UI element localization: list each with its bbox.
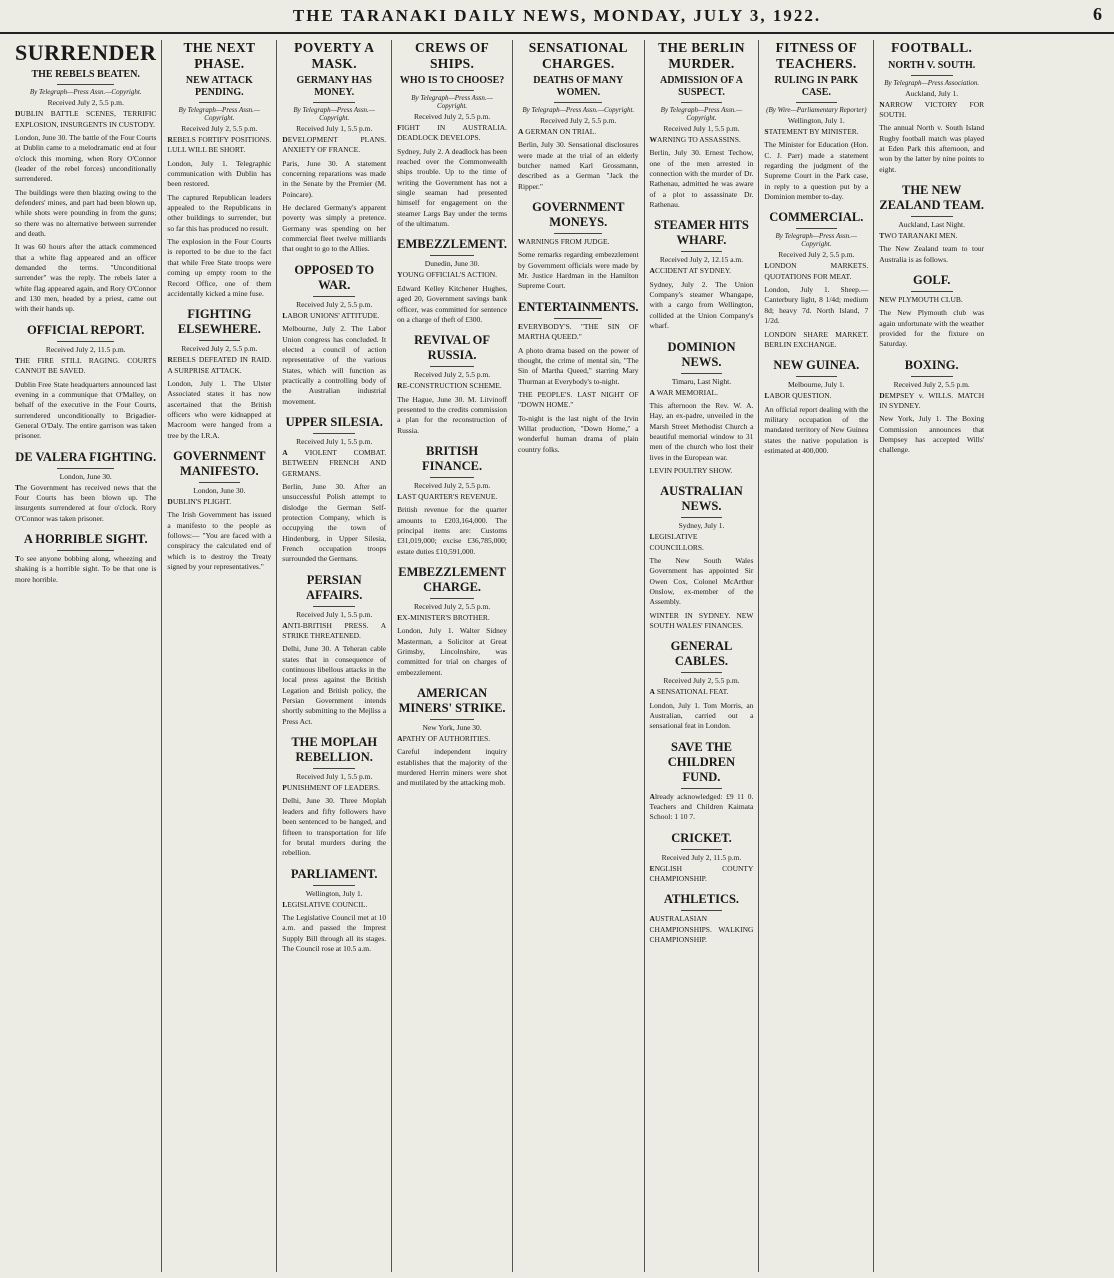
article-paragraph: LAST QUARTER'S REVENUE.: [397, 491, 498, 501]
dateline: Wellington, July 1.: [787, 116, 845, 126]
article-section: [879, 183, 984, 265]
article-paragraph: Sydney, July 2. The Union Company's steamer Whangape, with a cargo from Wellington, collided at the Union Company's wharf.: [649, 279, 754, 331]
article-paragraph: London, July 1. Tom Morris, an Australian, carried out a sensational feat in London.: [649, 700, 754, 731]
article-paragraph: Paris, June 30. A statement concerning reparations was made in the Senate by the Premier (M. Poincare).: [282, 158, 387, 199]
article-paragraph: DUBLIN'S PLIGHT.: [167, 496, 232, 506]
article-section: [397, 75, 507, 229]
article-paragraph: Dublin Free State headquarters announced last evening in a communique that O'Malley, on behalf of the executive in the Four Courts, surrendered unconditionally to Brigadier-General O'Daly. The entire garrison was taken prisoner.: [15, 379, 157, 441]
divider: [430, 255, 474, 256]
dateline: Received July 2, 5.5 p.m.: [413, 370, 491, 380]
masthead: [0, 0, 1114, 34]
section-heading: NORTH V. SOUTH.: [888, 59, 976, 71]
article-paragraph: ENGLISH COUNTY CHAMPIONSHIP.: [649, 863, 754, 884]
dateline: New York, June 30.: [422, 723, 482, 733]
byline: By Telegraph—Press Assn.—Copyright.: [411, 94, 493, 111]
byline: By Telegraph—Press Assn.—Copyright.: [29, 88, 142, 97]
dateline: Received July 2, 5.5 p.m.: [663, 676, 740, 686]
article-paragraph: The explosion in the Four Courts is reported to be due to the fact that while Free State troops were coming up empty room to the Record Office, one of them accidentally kicked a mine fuse.: [167, 237, 272, 298]
article-paragraph: LONDON SHARE MARKET. BERLIN EXCHANGE.: [764, 329, 869, 349]
article-section: [282, 867, 386, 955]
article-section: [650, 740, 754, 823]
article-section: [167, 449, 271, 572]
divider: [681, 517, 723, 518]
column-6: [645, 40, 760, 1272]
article-section: [650, 75, 754, 210]
article-section: [15, 69, 156, 315]
article-section: [167, 75, 271, 299]
column-headline: FITNESS OF TEACHERS.: [775, 40, 858, 71]
article-paragraph: REBELS FORTIFY POSITIONS. LULL WILL BE SHORT.: [167, 135, 272, 155]
article-section: [650, 639, 754, 731]
article-paragraph: London, July 1. The Ulster Associated states it has now ascertained that the British officers who were kidnapped at Macroom were hanged from a tree by the I.R.A.: [167, 378, 272, 440]
article-paragraph: Melbourne, July 2. The Labor Union congress has concluded. It elected a council of action representative of the various States, which will function as practically a controlling body of the Australian industrial movement.: [282, 324, 387, 406]
article-paragraph: London, June 30. The battle of the Four Courts at Dublin came to a melodramatic end at four o'clock this morning, when Rory O'Connor (leader of the rebel forces) unconditionally surrendered.: [15, 132, 157, 184]
divider: [313, 885, 355, 886]
divider: [554, 233, 602, 234]
article-paragraph: An official report dealing with the military occupation of the mandated territory of New Guinea states the native population is estimated at 400,000.: [764, 404, 869, 455]
column-7: [759, 40, 874, 1272]
dateline: Received July 1, 5.5 p.m.: [663, 124, 740, 134]
article-paragraph: REBELS DEFEATED IN RAID. A SURPRISE ATTACK.: [167, 355, 272, 375]
article-paragraph: The buildings were then blazing owing to the defenders' mines, and part had been blown up, while shots were pounding in from the guns; so there was no alternative between surrender and death.: [15, 187, 157, 239]
columns-grid: [10, 40, 1104, 1272]
section-heading: PARLIAMENT.: [290, 866, 378, 881]
article-paragraph: STATEMENT BY MINISTER.: [764, 127, 859, 137]
byline: By Telegraph—Press Association.: [884, 78, 980, 87]
article-section: [650, 340, 754, 477]
article-paragraph: WARNINGS FROM JUDGE.: [518, 237, 610, 247]
section-heading: RULING IN PARK CASE.: [774, 75, 859, 99]
article-section: [397, 333, 507, 436]
divider: [681, 788, 723, 789]
article-paragraph: Edward Kelley Kitchener Hughes, aged 20, Government savings bank officer, was committed for sentence on a charge of theft of £300.: [397, 283, 507, 324]
column-headline: THE NEXT PHASE.: [183, 40, 256, 71]
column-4: [392, 40, 513, 1272]
divider: [554, 318, 602, 319]
dateline: Sydney, July 1.: [678, 521, 725, 531]
divider: [199, 102, 241, 103]
section-heading: EMBEZZLEMENT CHARGE.: [398, 564, 506, 594]
article-paragraph: A GERMAN ON TRIAL.: [518, 127, 597, 137]
page-number: 6: [1093, 4, 1102, 24]
article-paragraph: London, July 1. Sheep.—Canterbury light, 8 1/4d; medium 8d; heavy 7d. North Island, 7 1/2d.: [764, 285, 869, 326]
article-section: [650, 218, 754, 331]
section-heading: EMBEZZLEMENT.: [397, 237, 507, 252]
article-paragraph: The Irish Government has issued a manifesto to the people as follows:— "You are faced with a conspiracy the calculated end of which is to destroy the Treaty signed by your representatives.": [167, 510, 272, 571]
dateline: Auckland, July 1.: [905, 88, 959, 98]
dateline: Received July 2, 5.5 p.m.: [413, 480, 491, 490]
byline: By Telegraph—Press Assn.—Copyright.: [522, 106, 635, 115]
column-3: [277, 40, 392, 1272]
section-heading: OPPOSED TO WAR.: [294, 262, 375, 292]
section-heading: BRITISH FINANCE.: [422, 443, 483, 473]
divider: [430, 719, 474, 720]
column-headline: SENSATIONAL CHARGES.: [528, 40, 628, 71]
article-section: [650, 484, 754, 631]
article-section: [397, 686, 507, 789]
byline: By Telegraph—Press Assn.—Copyright.: [775, 232, 858, 249]
article-section: [167, 307, 271, 441]
article-section: [764, 75, 868, 202]
article-section: [650, 831, 754, 885]
article-paragraph: To see anyone bobbing along, wheezing and shaking is a horrible sight. To be that one is more horrible.: [15, 553, 157, 584]
dateline: Received July 2, 5.5 p.m.: [893, 379, 970, 389]
article-paragraph: London, July 1. Telegraphic communication with Dublin has been restored.: [167, 158, 272, 189]
dateline: Received July 2, 5.5 p.m.: [181, 344, 258, 354]
article-section: [15, 323, 156, 442]
dateline: Received July 1, 5.5 p.m.: [296, 436, 373, 446]
article-paragraph: Delhi, June 30. A Teheran cable states that in consequence of continuous libellous attacks in the local press against the British Legation and British policy, the Persian Government intends shortly submitting to the Mejliss a Press Act.: [282, 644, 387, 726]
article-paragraph: LONDON MARKETS. QUOTATIONS FOR MEAT.: [764, 261, 869, 281]
article-paragraph: WARNING TO ASSASSINS.: [649, 135, 741, 145]
article-paragraph: A SENSATIONAL FEAT.: [649, 687, 729, 697]
dateline: London, June 30.: [193, 485, 246, 495]
article-paragraph: Sydney, July 2. A deadlock has been reached over the Commonwealth ships trouble. Up to the time of writing the Government has not a single seaman had presented himself for engagement on the steamer Largs Bay under the terms of the ultimatum.: [397, 146, 507, 229]
divider: [430, 598, 474, 599]
article-paragraph: Berlin, June 30. After an unsuccessful Polish attempt to dislodge the German Self-protection Company, which is occupying the town of Hindenburg, in Upper Silesia, French occupation troops surrounded the Germans.: [282, 481, 387, 564]
dateline: Received July 2, 5.5 p.m.: [181, 124, 258, 134]
article-paragraph: AUSTRALASIAN CHAMPIONSHIPS. WALKING CHAMPIONSHIP.: [649, 914, 754, 945]
section-heading: DE VALERA FIGHTING.: [15, 449, 157, 464]
divider: [57, 341, 114, 342]
dateline: Received July 2, 11.5 p.m.: [45, 344, 126, 354]
section-heading: ENTERTAINMENTS.: [518, 299, 639, 314]
article-paragraph: NEW PLYMOUTH CLUB.: [879, 294, 963, 304]
divider: [313, 102, 355, 103]
article-paragraph: NARROW VICTORY FOR SOUTH.: [879, 99, 985, 119]
article-paragraph: Careful independent inquiry establishes that the majority of the murdered Herrin miners were shot and mutilated by the attacking mob.: [397, 747, 507, 788]
article-paragraph: DEMPSEY v. WILLS. MATCH IN SYDNEY.: [879, 390, 985, 411]
article-paragraph: RE-CONSTRUCTION SCHEME.: [397, 381, 502, 391]
article-paragraph: A photo drama based on the power of thought, the crime of mental sin, "The Sin of Martha Queed," starring Mary Thurman at Everybody's to-night.: [518, 345, 639, 386]
article-paragraph: ACCIDENT AT SYDNEY.: [649, 266, 732, 276]
article-paragraph: It was 60 hours after the attack commenced that a white flag appeared and an officer demanded the terms. "Unconditional surrender" was the reply. The rebels later a white flag appeared again, and Rory O'Connor and 130 men, headed by a priest, came out with their hands up.: [15, 242, 157, 314]
article-paragraph: TWO TARANAKI MEN.: [879, 230, 958, 240]
divider: [911, 291, 953, 292]
section-heading: AMERICAN MINERS' STRIKE.: [398, 686, 506, 716]
divider: [313, 296, 355, 297]
dateline: Received July 2, 5.5 p.m.: [47, 98, 124, 108]
article-paragraph: THE PEOPLE'S. LAST NIGHT OF "DOWN HOME.": [518, 389, 639, 410]
divider: [199, 340, 241, 341]
divider: [681, 910, 723, 911]
article-section: [764, 358, 868, 456]
article-paragraph: DUBLIN BATTLE SCENES, TERRIFIC EXPLOSION, INSURGENTS IN CUSTODY.: [15, 109, 157, 129]
dateline: Received July 2, 5.5 p.m.: [413, 601, 491, 611]
article-paragraph: The Government has received news that the Four Courts has been blown up. The insurgents surrendered at four o'clock. Rory O'Connor was taken prisoner.: [15, 482, 157, 523]
divider: [681, 251, 723, 252]
article-paragraph: LABOR QUESTION.: [764, 391, 832, 401]
section-heading: ADMISSION OF A SUSPECT.: [659, 75, 743, 99]
column-headline: THE BERLIN MURDER.: [658, 40, 745, 71]
section-heading: GERMANY HAS MONEY.: [296, 75, 372, 99]
article-paragraph: FIGHT IN AUSTRALIA. DEADLOCK DEVELOPS.: [397, 123, 507, 143]
divider: [681, 102, 723, 103]
article-section: [879, 358, 984, 456]
article-paragraph: The Hague, June 30. M. Litvinoff presented to the credits commission a plan for the reconstruction of Russia.: [397, 394, 507, 435]
article-section: [397, 444, 507, 557]
article-section: [397, 565, 507, 678]
section-heading: THE MOPLAH REBELLION.: [291, 735, 378, 765]
dateline: Received July 2, 5.5 p.m.: [296, 299, 373, 309]
divider: [681, 849, 723, 850]
section-heading: COMMERCIAL.: [769, 210, 864, 225]
divider: [911, 75, 953, 76]
divider: [430, 366, 474, 367]
article-paragraph: ANTI-BRITISH PRESS. A STRIKE THREATENED.: [282, 620, 387, 641]
article-section: [282, 415, 386, 565]
article-paragraph: LABOR UNIONS' ATTITUDE.: [282, 310, 380, 320]
article-paragraph: EX-MINISTER'S BROTHER.: [397, 612, 490, 622]
dateline: Received July 2, 5.5 p.m.: [778, 250, 855, 260]
article-paragraph: Delhi, June 30. Three Moplah leaders and fifty followers have been sentenced to be hanged, and fifteen to transportation for life for brutal murders during the rebellion.: [282, 796, 387, 858]
article-paragraph: LEGISLATIVE COUNCILLORS.: [649, 532, 704, 552]
column-2: [162, 40, 277, 1272]
divider: [313, 433, 355, 434]
article-section: [518, 75, 639, 192]
dateline: Received July 2, 5.5 p.m.: [540, 116, 617, 126]
article-paragraph: He declared Germany's apparent poverty was simply a pretence. Germany was spending on her commercial fleet twelve milliards that ought to go to the Allies.: [282, 203, 387, 254]
section-heading: GOLF.: [912, 272, 951, 287]
article-section: [282, 573, 386, 727]
section-heading: DEATHS OF MANY WOMEN.: [533, 75, 624, 99]
article-paragraph: Berlin, July 30. Sensational disclosures were made at the trial of an elderly butcher named Karl Grossmann, described as a German "Jack the Ripper.": [518, 140, 639, 191]
byline: By Telegraph—Press Assn.—Copyright.: [293, 106, 376, 123]
article-paragraph: Already acknowledged: £9 11 0. Teachers and Children Kaimata School: 1 10 7.: [649, 791, 754, 822]
divider: [57, 84, 114, 85]
divider: [681, 373, 723, 374]
article-paragraph: The annual North v. South Island Rugby football match was played at Eden Park this afternoon, and won by the latter by nine points to eight.: [879, 123, 985, 174]
divider: [911, 376, 953, 377]
divider: [57, 468, 114, 469]
divider: [313, 768, 355, 769]
section-heading: THE REBELS BEATEN.: [31, 69, 140, 81]
dateline: Received July 1, 5.5 p.m.: [296, 124, 373, 134]
article-paragraph: LEVIN POULTRY SHOW.: [649, 465, 733, 475]
dateline: Melbourne, July 1.: [788, 380, 845, 390]
article-section: [15, 532, 156, 585]
byline: By Telegraph—Press Assn.—Copyright.: [660, 106, 743, 123]
section-heading: NEW ATTACK PENDING.: [185, 75, 253, 99]
divider: [796, 376, 838, 377]
article-section: [879, 273, 984, 350]
dateline: Timaru, Last Night.: [671, 376, 732, 386]
section-heading: OFFICIAL REPORT.: [27, 322, 145, 337]
dateline: Received July 2, 11.5 p.m.: [661, 852, 742, 862]
column-1: [10, 40, 162, 1272]
article-paragraph: EVERYBODY'S. "THE SIN OF MARTHA QUEED.": [518, 321, 639, 342]
column-5: [513, 40, 645, 1272]
section-heading: BOXING.: [904, 357, 959, 372]
section-heading: STEAMER HITS WHARF.: [654, 218, 749, 248]
dateline: London, June 30.: [59, 471, 112, 481]
article-paragraph: DEVELOPMENT PLANS. ANXIETY OF FRANCE.: [282, 135, 387, 155]
byline: By Telegraph—Press Assn.—Copyright.: [178, 106, 261, 123]
article-paragraph: London, July 1. Walter Sidney Masterman, a Solicitor at Great Grimsby, Lincolnshire, was committed for trial on charges of embezzlement.: [397, 626, 507, 677]
article-section: [282, 263, 386, 407]
article-paragraph: THE FIRE STILL RAGING. COURTS CANNOT BE SAVED.: [15, 355, 157, 376]
section-heading: PERSIAN AFFAIRS.: [306, 572, 363, 602]
column-8: [874, 40, 989, 1272]
divider: [199, 482, 241, 483]
article-paragraph: New York, July 1. The Boxing Commission announces that Dempsey has accepted Wills' challenge.: [879, 414, 985, 455]
article-section: [764, 210, 868, 350]
dateline: Wellington, July 1.: [305, 888, 363, 898]
article-paragraph: The New South Wales Government has appointed Sir Owen Cox, Colonel McArthur Onslow, ex-member of the Assembly.: [649, 555, 754, 607]
section-heading: FIGHTING ELSEWHERE.: [177, 307, 261, 337]
divider: [796, 102, 838, 103]
article-paragraph: The Legislative Council met at 10 a.m. and passed the Imprest Supply Bill through all its stages. The Council rose at 10.5 a.m.: [282, 912, 387, 953]
divider: [554, 102, 602, 103]
column-headline: CREWS OF SHIPS.: [415, 40, 490, 71]
divider: [430, 90, 474, 91]
article-paragraph: The captured Republican leaders appealed to the Republicans in other buildings to surrender, but so far this has produced no result.: [167, 192, 272, 233]
dateline: Auckland, Last Night.: [898, 219, 966, 229]
article-section: [397, 237, 507, 325]
article-section: [282, 735, 386, 858]
dateline: Received July 2, 12.15 a.m.: [659, 255, 744, 265]
article-section: [650, 892, 754, 945]
article-paragraph: LEGISLATIVE COUNCIL.: [282, 899, 368, 909]
article-section: [879, 60, 984, 175]
article-paragraph: The Minister for Education (Hon. C. J. Parr) made a statement regarding the judgment of the Supreme Court in the Park case, in reply to a question put by a Dominion member to-day.: [764, 140, 869, 202]
divider: [313, 606, 355, 607]
section-heading: UPPER SILESIA.: [285, 414, 383, 429]
article-paragraph: Some remarks regarding embezzlement by Government officials were made by Mr. Justice Hardman in the Hamilton Supreme Court.: [518, 250, 639, 291]
section-heading: AUSTRALIAN NEWS.: [660, 484, 743, 514]
article-paragraph: Berlin, July 30. Ernest Techow, one of the men arrested in connection with the murder of Dr. Rathenau, admitted he was aware of a plot to assassinate Dr. Rathenau.: [649, 148, 754, 210]
article-paragraph: YOUNG OFFICIAL'S ACTION.: [397, 270, 498, 280]
dateline: Received July 2, 5.5 p.m.: [413, 112, 491, 122]
article-paragraph: To-night is the last night of the Irvin Willat production, "Down Home," a wonderful human drama of plain country folks.: [518, 413, 639, 454]
article-paragraph: A WAR MEMORIAL.: [649, 387, 718, 397]
column-headline: SURRENDER: [15, 40, 157, 65]
article-paragraph: WINTER IN SYDNEY. NEW SOUTH WALES' FINANCES.: [649, 610, 754, 630]
section-heading: WHO IS TO CHOOSE?: [399, 75, 505, 87]
column-headline: POVERTY A MASK.: [294, 40, 375, 71]
section-heading: CRICKET.: [671, 830, 732, 845]
section-heading: A HORRIBLE SIGHT.: [23, 531, 148, 546]
column-headline: FOOTBALL.: [891, 40, 973, 55]
article-section: [518, 300, 639, 455]
dateline: Received July 1, 5.5 p.m.: [296, 609, 373, 619]
section-heading: SAVE THE CHILDREN FUND.: [667, 739, 736, 784]
section-heading: GOVERNMENT MANIFESTO.: [173, 448, 266, 478]
article-section: [518, 200, 639, 292]
section-heading: ATHLETICS.: [663, 892, 740, 907]
divider: [796, 228, 838, 229]
article-paragraph: PUNISHMENT OF LEADERS.: [282, 783, 380, 793]
section-heading: REVIVAL OF RUSSIA.: [414, 333, 490, 363]
article-paragraph: A VIOLENT COMBAT. BETWEEN FRENCH AND GERMANS.: [282, 447, 387, 478]
divider: [911, 216, 953, 217]
section-heading: GOVERNMENT MONEYS.: [532, 200, 625, 230]
article-section: [282, 75, 386, 255]
article-paragraph: APATHY OF AUTHORITIES.: [397, 734, 491, 744]
divider: [57, 550, 114, 551]
dateline: Received July 1, 5.5 p.m.: [296, 772, 373, 782]
article-paragraph: The New Plymouth club was again unfortunate with the weather provided for the fixture on Saturday.: [879, 308, 985, 349]
article-section: [15, 450, 156, 524]
article-paragraph: This afternoon the Rev. W. A. Hay, an ex-padre, unveiled in the Marsh Street Methodist Church a beautiful memorial window to 31 men of the church who lost their lives in the European war.: [649, 400, 754, 462]
section-heading: GENERAL CABLES.: [670, 639, 733, 669]
masthead-title: THE TARANAKI DAILY NEWS, MONDAY, JULY 3, 1922.: [292, 6, 822, 25]
byline: (By Wire—Parliamentary Reporter): [766, 106, 867, 115]
article-paragraph: The New Zealand team to tour Australia is as follows.: [879, 244, 985, 264]
section-heading: NEW GUINEA.: [773, 358, 860, 373]
divider: [430, 477, 474, 478]
dateline: Dunedin, June 30.: [424, 259, 480, 269]
section-heading: DOMINION NEWS.: [667, 339, 736, 369]
section-heading: THE NEW ZEALAND TEAM.: [879, 182, 985, 212]
divider: [681, 672, 723, 673]
article-paragraph: British revenue for the quarter amounts to £203,164,000. The principal items are: Customs £31,019,000; excise £36,785,000; estate duties £10,591,000.: [397, 505, 507, 556]
